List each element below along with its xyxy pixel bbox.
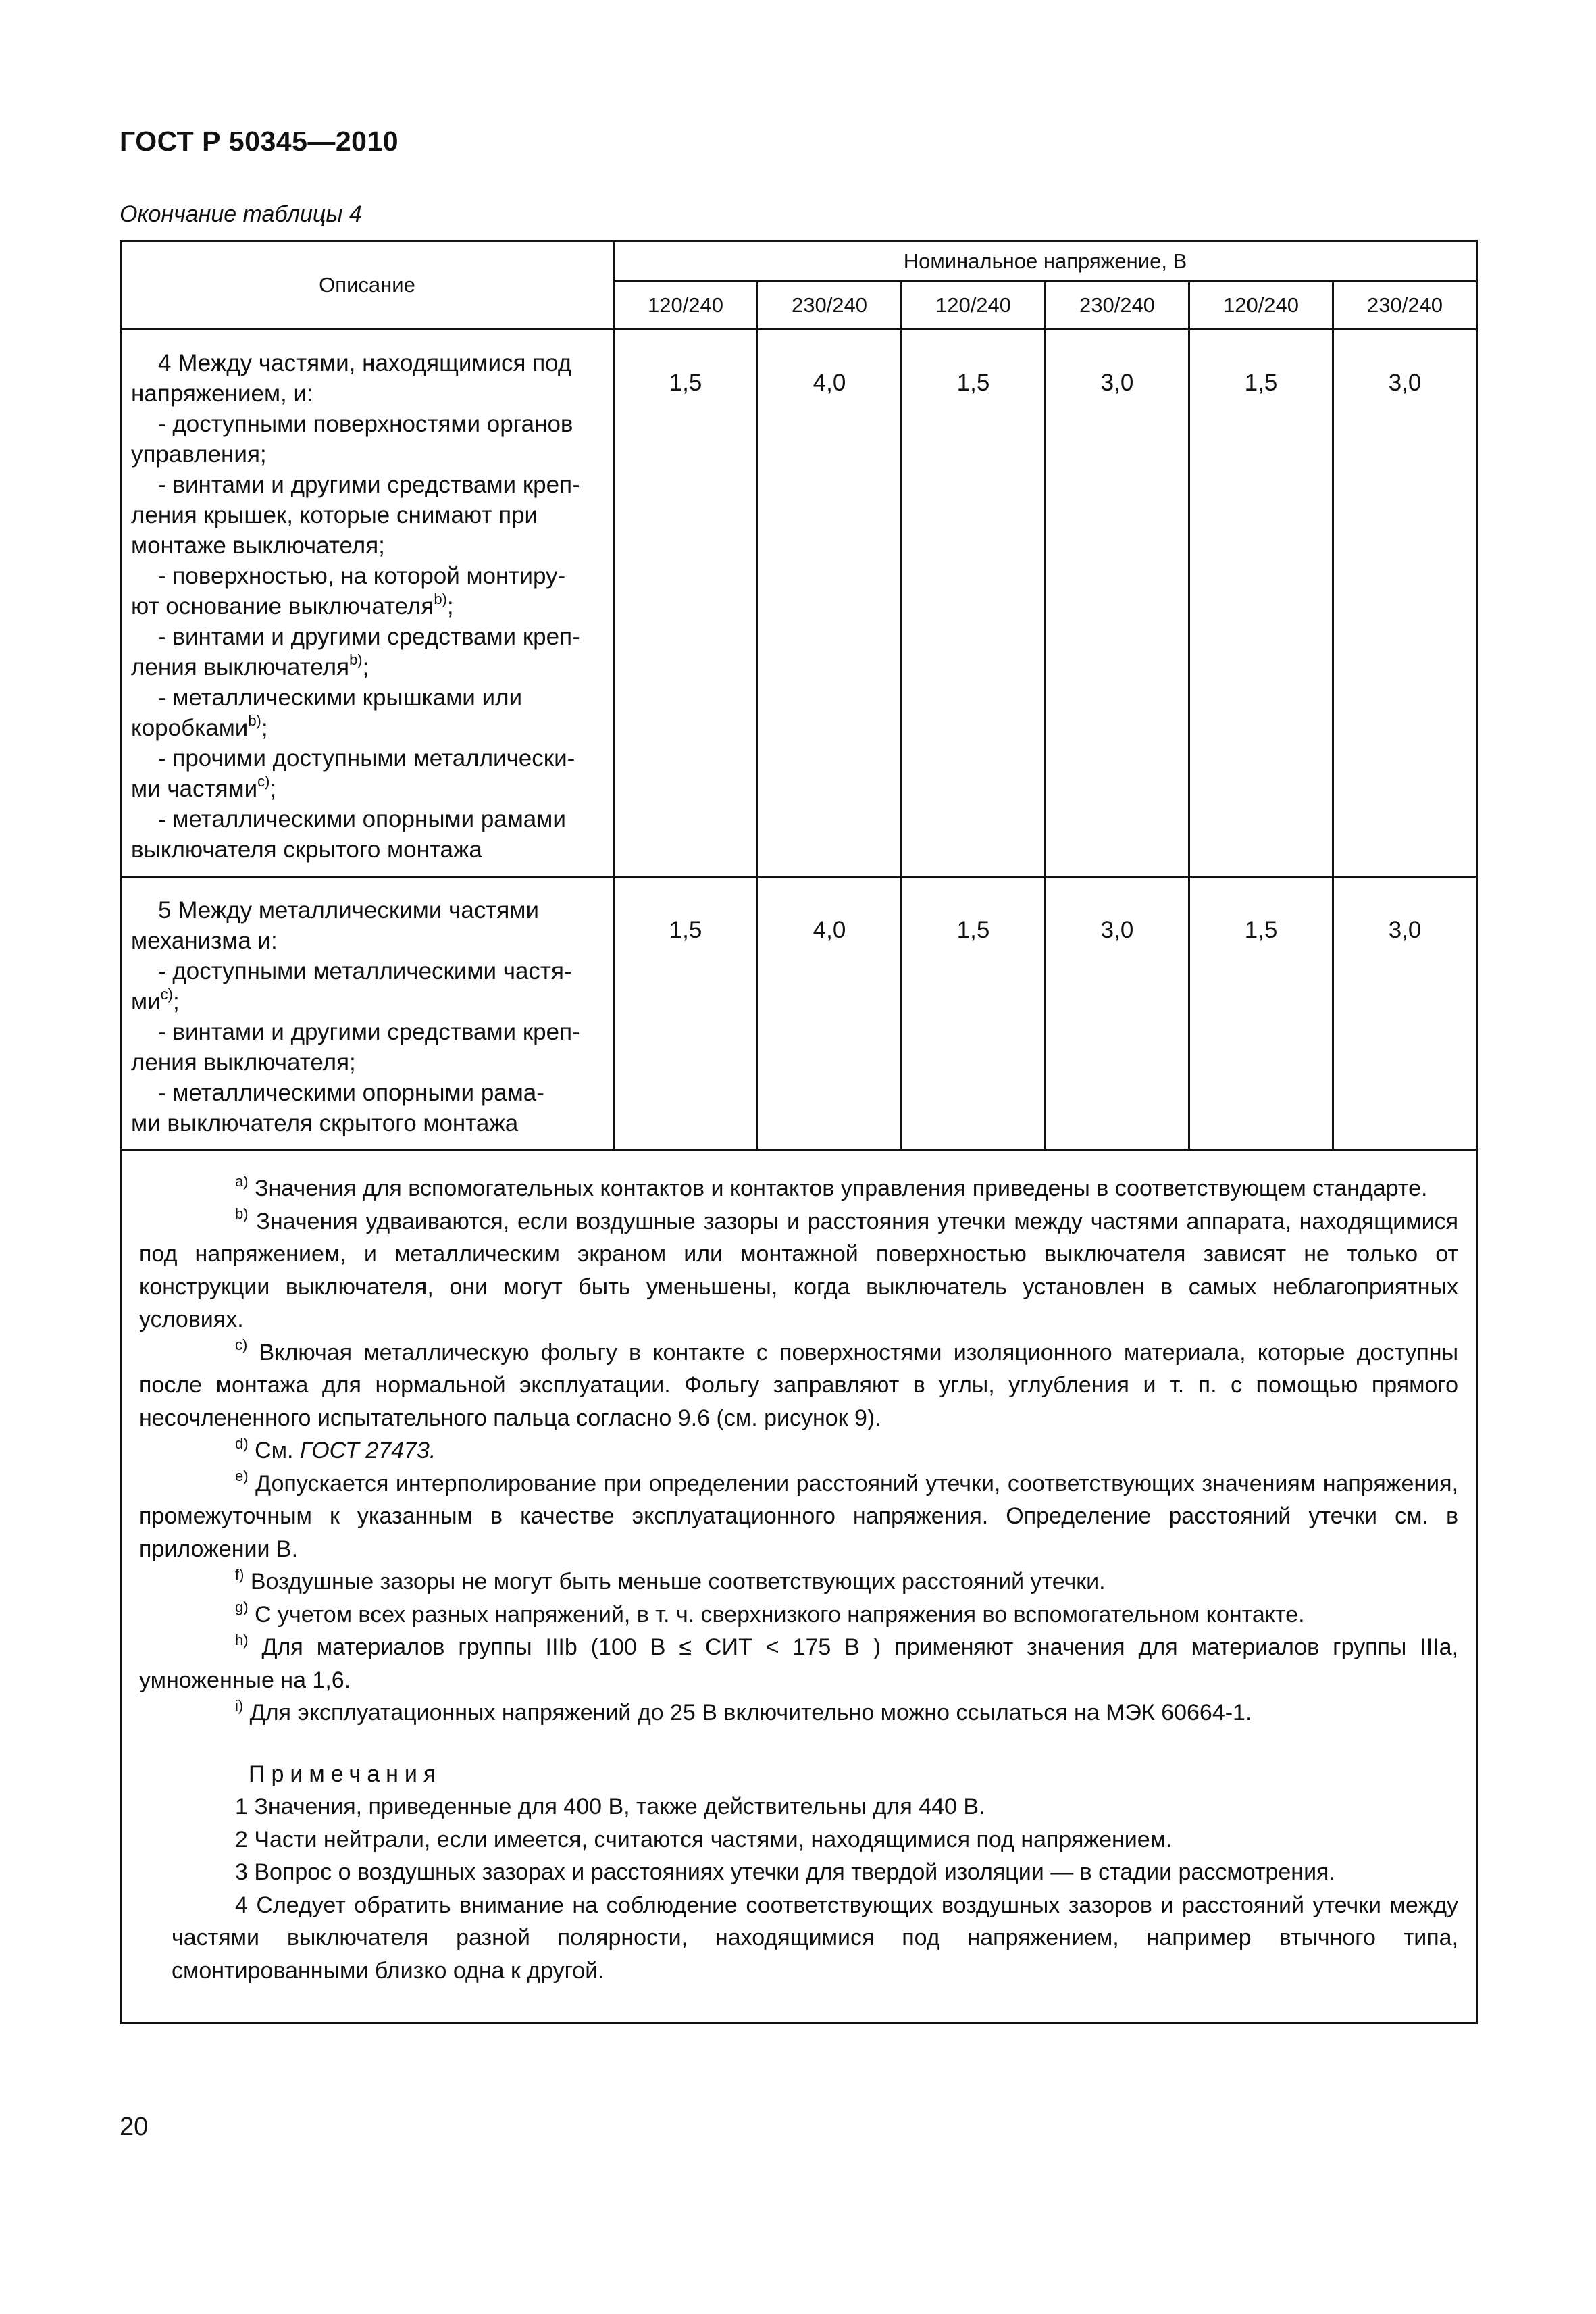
- footnote-ref: b): [248, 712, 261, 730]
- footnote-mark: h): [235, 1631, 249, 1649]
- punctuation: ;: [172, 988, 180, 1015]
- desc-line: ми выключателя скрытого монтажа: [131, 1110, 519, 1136]
- punctuation: ;: [261, 715, 268, 741]
- desc-line: управления;: [131, 441, 267, 468]
- voltage-group-header: Номинальное напряжение, В: [614, 241, 1477, 282]
- note-item: 3 Вопрос о воздушных зазорах и расстояниях утечки для твердой изоляции — в стадии рассмотрения.: [235, 1859, 1335, 1885]
- footnote: [139, 1696, 1458, 1730]
- footnote: [139, 1631, 1458, 1696]
- desc-line: [131, 652, 607, 682]
- desc-line: 5 Между металлическими частями: [158, 897, 539, 924]
- desc-line: - металлическими опорными рамами: [158, 806, 566, 832]
- footnote-ref: c): [257, 773, 270, 790]
- desc-line-text: ют основание выключателя: [131, 593, 434, 620]
- footnote-text: Для эксплуатационных напряжений до 25 В включительно можно ссылаться на МЭК 60664-1.: [243, 1700, 1252, 1726]
- desc-line: - доступными металлическими частя-: [158, 958, 572, 984]
- footnote-mark: b): [235, 1205, 249, 1223]
- note-item: 1 Значения, приведенные для 400 В, также действительны для 440 В.: [235, 1794, 985, 1819]
- footnote-ref: c): [160, 986, 173, 1003]
- clearance-value: 1,5: [902, 330, 1046, 877]
- table-row: [121, 330, 1477, 877]
- standard-reference: ГОСТ 27473.: [299, 1438, 436, 1463]
- notes-title: Примечания: [249, 1761, 442, 1787]
- table-footnotes: [121, 1150, 1477, 2023]
- table-row: [121, 877, 1477, 1150]
- footnote-mark: d): [235, 1434, 249, 1452]
- desc-line: - металлическими крышками или: [158, 684, 523, 711]
- desc-line: [131, 591, 607, 622]
- footnote: [139, 1172, 1458, 1205]
- footnote-text: Значения удваиваются, если воздушные зазоры и расстояния утечки между частями аппарата, находящимися под напряжением, и металлическим экраном или монтажной поверхностью выключателя зависят не только от конструкции выключателя, они могут быть уменьшены, когда выключатель установлен в самых неблагоприятных условиях.: [139, 1208, 1459, 1332]
- voltage-header: 120/240: [1189, 282, 1333, 330]
- desc-line: выключателя скрытого монтажа: [131, 836, 482, 863]
- footnote-text: Для материалов группы IIIb (100 В ≤ СИТ < 175 В ) применяют значения для материалов группы IIIa, умноженные на 1,6.: [139, 1634, 1459, 1693]
- footnote-ref: b): [349, 651, 363, 669]
- clearance-value: 4,0: [758, 330, 902, 877]
- desc-line: напряжением, и:: [131, 380, 313, 407]
- footnote: [139, 1205, 1458, 1336]
- desc-line: [131, 774, 607, 804]
- clearance-value: 1,5: [614, 877, 758, 1150]
- voltage-header: 120/240: [614, 282, 758, 330]
- desc-line: - поверхностью, на которой монтиру-: [158, 563, 566, 589]
- clearance-value: 3,0: [1333, 877, 1477, 1150]
- footnote: [139, 1599, 1458, 1632]
- footnote-mark: c): [235, 1336, 248, 1354]
- footnote-mark: f): [235, 1565, 244, 1583]
- desc-line-text: ми: [131, 988, 161, 1015]
- footnote-text: См.: [248, 1438, 300, 1463]
- page-number: 20: [120, 2113, 149, 2141]
- footnote-text: Воздушные зазоры не могут быть меньше соответствующих расстояний утечки.: [244, 1569, 1106, 1594]
- table-caption: Окончание таблицы 4: [120, 201, 362, 227]
- footnote-mark: i): [235, 1696, 244, 1714]
- desc-line: [131, 713, 607, 743]
- punctuation: ;: [269, 776, 277, 802]
- desc-line: - винтами и другими средствами креп-: [158, 472, 580, 498]
- desc-line-text: коробками: [131, 715, 249, 741]
- row-description: [121, 877, 614, 1150]
- clearance-value: 3,0: [1333, 330, 1477, 877]
- clearance-value: 1,5: [1189, 330, 1333, 877]
- row-description: [121, 330, 614, 877]
- desc-line: ления крышек, которые снимают при: [131, 502, 538, 528]
- voltage-header: 230/240: [1046, 282, 1189, 330]
- punctuation: ;: [362, 654, 369, 680]
- note-item: 2 Части нейтрали, если имеется, считаются частями, находящимися под напряжением.: [235, 1826, 1173, 1853]
- clearance-value: 4,0: [758, 877, 902, 1150]
- desc-line: - металлическими опорными рама-: [158, 1080, 544, 1106]
- desc-line: - винтами и другими средствами креп-: [158, 624, 580, 650]
- footnote: [139, 1336, 1458, 1435]
- footnote-mark: g): [235, 1599, 249, 1616]
- desc-line: - прочими доступными металлически-: [158, 745, 575, 772]
- footnote: [139, 1565, 1458, 1599]
- desc-line: [131, 986, 607, 1017]
- footnote-mark: e): [235, 1467, 249, 1485]
- description-column-header: Описание: [121, 241, 614, 330]
- footnote-ref: b): [434, 590, 447, 608]
- clearance-value: 3,0: [1046, 330, 1189, 877]
- footnote-text: Включая металлическую фольгу в контакте с поверхностями изоляционного материала, которые доступны после монтажа для нормальной эксплуатации. Фольгу заправляют в углы, углубления и т. п. с помощью прямого несочлененного испытательного пальца согласно 9.6 (см. рисунок 9).: [139, 1339, 1459, 1431]
- clearance-value: 3,0: [1046, 877, 1189, 1150]
- desc-line: ления выключателя;: [131, 1049, 356, 1076]
- desc-line: - доступными поверхностями органов: [158, 411, 573, 437]
- voltage-header: 230/240: [1333, 282, 1477, 330]
- desc-line-text: ми частями: [131, 776, 258, 802]
- table-footer-row: [121, 1150, 1477, 2023]
- document-title: ГОСТ Р 50345—2010: [120, 126, 399, 157]
- footnote: [139, 1434, 1458, 1467]
- footnote: [139, 1467, 1458, 1566]
- punctuation: ;: [446, 593, 454, 620]
- footnote-text: С учетом всех разных напряжений, в т. ч. сверхнизкого напряжения во вспомогательном контакте.: [248, 1601, 1305, 1628]
- footnote-text: Допускается интерполирование при определении расстояний утечки, соответствующих значениям напряжения, промежуточным к указанным в качестве эксплуатационного напряжения. Определение расстояний утечки см. в приложении В.: [139, 1470, 1459, 1562]
- clearance-value: 1,5: [614, 330, 758, 877]
- note-item: 4 Следует обратить внимание на соблюдение соответствующих воздушных зазоров и расстояний утечки между частями выключателя разной полярности, находящимися под напряжением, например втычного типа, смонтированными близко одна к другой.: [172, 1892, 1459, 1984]
- desc-line: механизма и:: [131, 928, 278, 954]
- desc-line: 4 Между частями, находящимися под: [158, 350, 572, 376]
- desc-line-text: ления выключателя: [131, 654, 350, 680]
- desc-line: монтаже выключателя;: [131, 532, 385, 559]
- voltage-header: 230/240: [758, 282, 902, 330]
- clearance-table: [120, 240, 1478, 2024]
- voltage-header: 120/240: [902, 282, 1046, 330]
- clearance-value: 1,5: [1189, 877, 1333, 1150]
- desc-line: - винтами и другими средствами креп-: [158, 1019, 580, 1045]
- footnote-mark: a): [235, 1172, 249, 1190]
- footnote-text: Значения для вспомогательных контактов и контактов управления приведены в соответствующем стандарте.: [248, 1176, 1428, 1201]
- clearance-value: 1,5: [902, 877, 1046, 1150]
